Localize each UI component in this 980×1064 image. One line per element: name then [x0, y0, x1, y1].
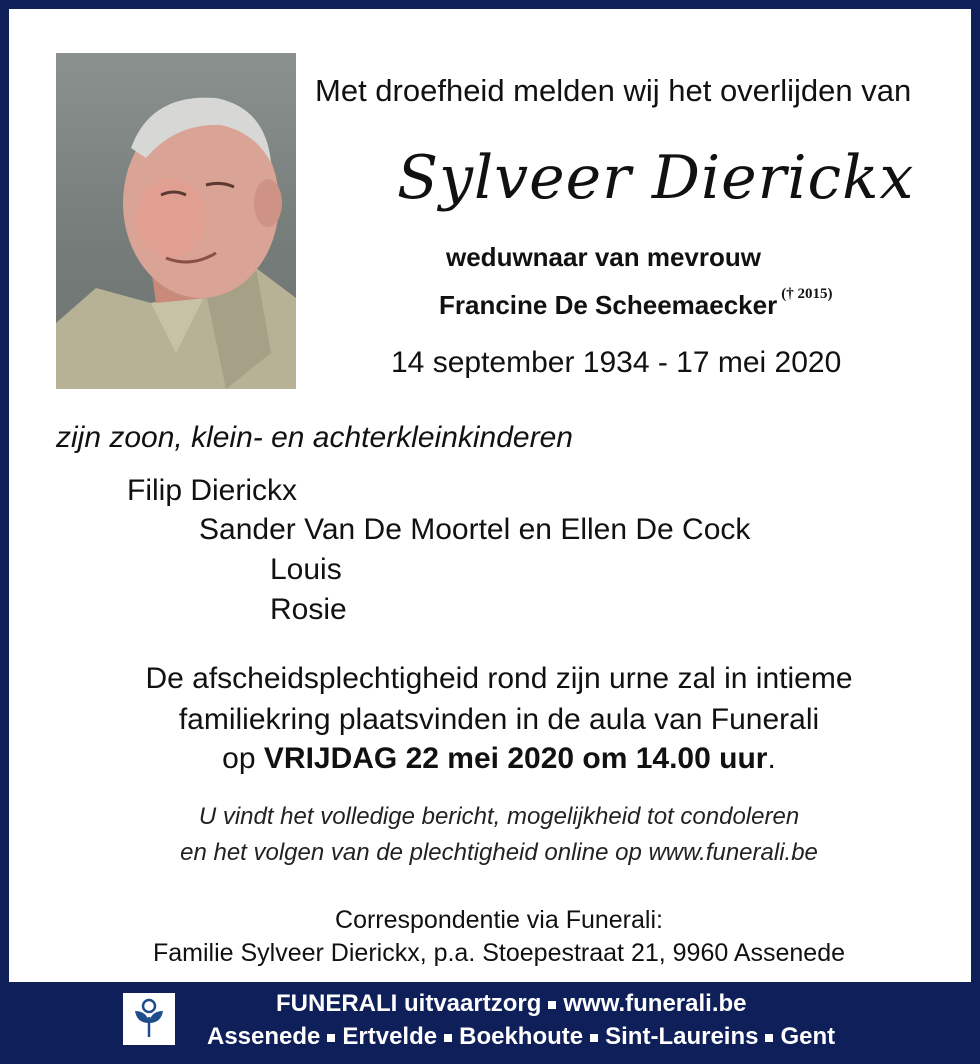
deceased-name: Sylveer Dierickx [397, 143, 915, 213]
online-info-line-1: U vindt het volledige bericht, mogelijkheid tot condoleren [198, 803, 800, 830]
footer-bar [0, 982, 980, 1064]
family-member: Louis [270, 553, 342, 586]
separator-icon [548, 1001, 556, 1009]
location: Gent [780, 1023, 836, 1050]
family-member: Rosie [270, 593, 347, 626]
ceremony-line-1: De afscheidsplechtigheid rond zijn urne zal in intieme [145, 662, 853, 695]
ceremony-prefix: op [222, 742, 264, 775]
company-name: FUNERALI uitvaartzorg [276, 990, 542, 1017]
ceremony-line-2: familiekring plaatsvinden in de aula van Funerali [178, 703, 820, 736]
funerali-logo-icon [123, 993, 175, 1045]
separator-icon [590, 1034, 598, 1042]
correspondence-label: Correspondentie via Funerali: [335, 906, 663, 934]
ceremony-line-3 [9, 742, 980, 776]
spouse-name: Francine De Scheemaecker [439, 290, 778, 320]
ceremony-datetime: VRIJDAG 22 mei 2020 om 14.00 uur [263, 742, 768, 775]
separator-icon [327, 1034, 335, 1042]
ceremony-suffix: . [767, 742, 776, 775]
widower-line-2 [439, 286, 833, 321]
location: Ertvelde [342, 1023, 438, 1050]
separator-icon [765, 1034, 773, 1042]
correspondence-address: Familie Sylveer Dierickx, p.a. Stoepestraat 21, 9960 Assenede [152, 939, 846, 967]
widower-line-1: weduwnaar van mevrouw [446, 242, 761, 272]
intro-text: Met droefheid melden wij het overlijden van [315, 73, 912, 108]
life-dates: 14 september 1934 - 17 mei 2020 [391, 346, 842, 379]
family-intro: zijn zoon, klein- en achterkleinkinderen [56, 421, 573, 454]
family-member: Sander Van De Moortel en Ellen De Cock [199, 513, 751, 546]
family-member: Filip Dierickx [127, 474, 298, 507]
spouse-death-note: († 2015) [781, 286, 833, 302]
portrait-photo [56, 53, 296, 389]
location: Assenede [207, 1023, 321, 1050]
website-link[interactable]: www.funerali.be [563, 990, 747, 1017]
separator-icon [444, 1034, 452, 1042]
location: Boekhoute [459, 1023, 584, 1050]
footer-locations [207, 1023, 835, 1051]
online-info-line-2: en het volgen van de plechtigheid online op www.funerali.be [180, 839, 818, 866]
footer-company-line [276, 990, 747, 1018]
location: Sint-Laureins [605, 1023, 759, 1050]
